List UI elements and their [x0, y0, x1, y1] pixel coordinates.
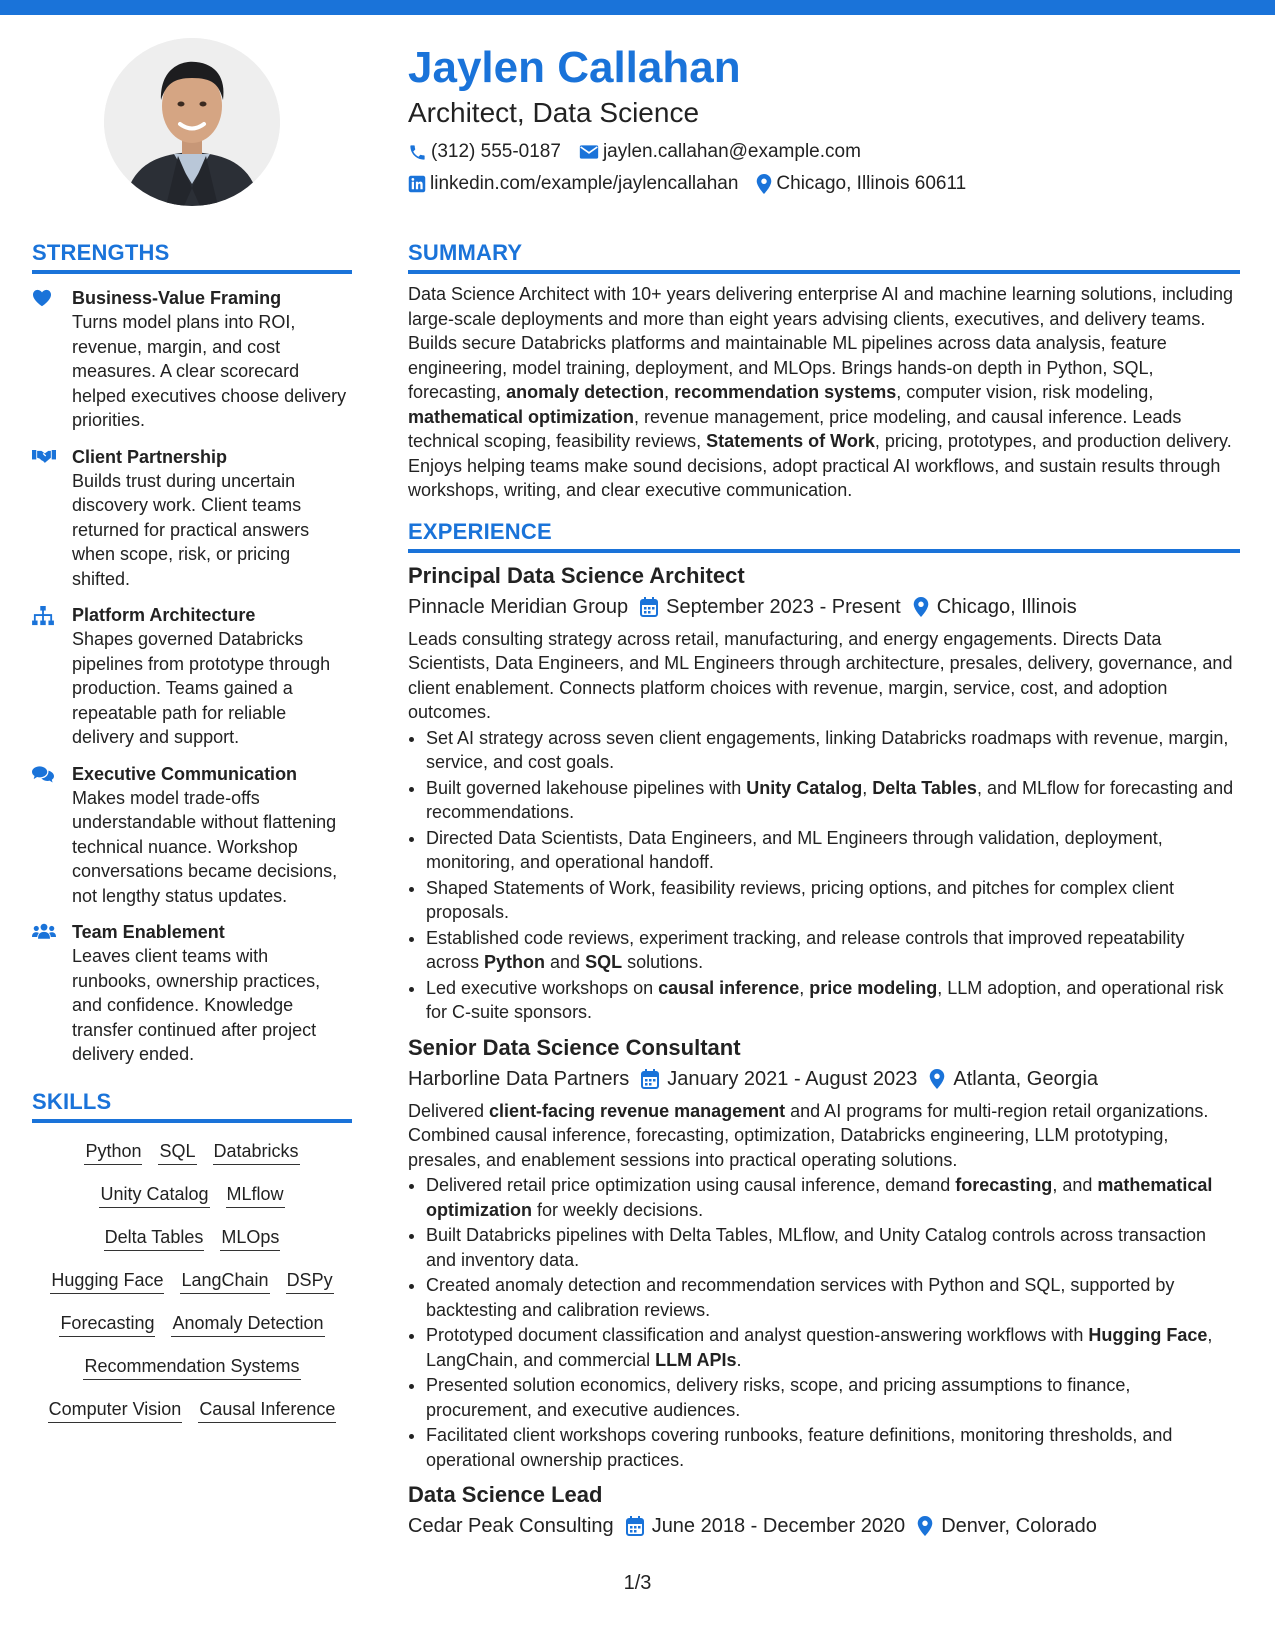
skill-tag: Unity Catalog [99, 1182, 209, 1208]
bold-text: Statements of Work [706, 431, 875, 451]
bullet-item [426, 876, 1240, 925]
skills-heading: SKILLS [32, 1089, 352, 1123]
text-segment: Facilitated client workshops covering runbooks, feature definitions, monitoring thresholds, and operational ownership practices. [426, 1425, 1173, 1470]
strength-description: Makes model trade-offs understandable without flattening technical nuance. Workshop conversations became decisions, not lengthy status updates. [72, 787, 338, 906]
job-description [408, 627, 1240, 725]
location-contact [756, 168, 966, 200]
skill-tag: MLflow [226, 1182, 285, 1208]
strength-description: Builds trust during uncertain discovery work. Client teams returned for practical answers when scope, risk, or pricing shifted. [72, 470, 310, 589]
strength-item [32, 603, 352, 750]
skill-tag: Computer Vision [48, 1397, 183, 1423]
skill-tag: Hugging Face [50, 1268, 164, 1294]
envelope-icon [579, 144, 599, 160]
experience-list [408, 561, 1240, 1543]
strengths-list [32, 286, 352, 1067]
skill-tag: Databricks [213, 1139, 300, 1165]
page-number: 1/3 [623, 1572, 652, 1594]
skill-row [32, 1225, 352, 1251]
skill-row [32, 1397, 352, 1423]
skill-row [32, 1139, 352, 1165]
left-column [32, 240, 352, 1440]
bold-text: anomaly detection [506, 382, 665, 402]
job-company: Cedar Peak Consulting [408, 1515, 614, 1537]
bullet-item [426, 1173, 1240, 1222]
email-contact[interactable] [579, 136, 861, 168]
text-segment: , revenue management, price modeling, and causal inference. Leads technical scoping, feasibility reviews, [408, 406, 1182, 451]
text-segment: , [799, 977, 810, 998]
phone-icon [408, 143, 427, 162]
text-segment: for weekly decisions. [532, 1199, 704, 1220]
experience-heading: EXPERIENCE [408, 519, 1240, 553]
users-icon [32, 923, 56, 939]
skills-list [32, 1139, 352, 1423]
job-entry [408, 1480, 1240, 1542]
bold-text: forecasting [955, 1175, 1053, 1195]
calendar-icon [626, 1516, 644, 1536]
text-segment: Delivered retail price optimization using causal inference, demand [426, 1175, 956, 1195]
text-segment: and AI programs for multi-region retail organizations. Combined causal inference, forecasting, optimization, Databricks engineering, LLM prototyping, presales, and enablement sessions into practical operating solutions. [408, 1100, 1209, 1170]
text-segment: Shaped Statements of Work, feasibility reviews, pricing options, and pitches for complex client proposals. [426, 877, 1175, 922]
text-segment: Created anomaly detection and recommendation services with Python and SQL, supported by backtesting and calibration reviews. [426, 1275, 1175, 1320]
bullet-item [426, 776, 1240, 825]
candidate-title: Architect, Data Science [408, 97, 700, 128]
job-location: Atlanta, Georgia [953, 1067, 1098, 1090]
job-meta [408, 591, 1240, 623]
job-description [408, 1099, 1240, 1173]
job-dates: January 2021 - August 2023 [667, 1067, 918, 1090]
bold-text: client-facing revenue management [489, 1100, 786, 1121]
bullet-item [426, 976, 1240, 1025]
bullet-item [426, 926, 1240, 975]
contact-row-2 [408, 168, 1238, 200]
skill-row [32, 1268, 352, 1294]
text-segment: Led executive workshops on [426, 977, 659, 998]
text-segment: . [736, 1349, 742, 1370]
resume-header [408, 40, 1238, 200]
bold-text: Python [484, 952, 546, 972]
map-pin-icon [917, 1516, 933, 1536]
text-segment: Presented solution economics, delivery risks, scope, and pricing assumptions to finance, procurement, and executive audiences. [426, 1375, 1131, 1420]
job-location: Denver, Colorado [941, 1515, 1097, 1537]
job-location: Chicago, Illinois [936, 595, 1077, 618]
heart-icon [32, 289, 52, 307]
bold-text: mathematical optimization [426, 1175, 1213, 1220]
strength-description: Shapes governed Databricks pipelines from prototype through production. Teams gained a repeatable path for reliable delivery and support. [72, 629, 331, 747]
job-role: Principal Data Science Architect [408, 562, 745, 588]
bullet-item [426, 1273, 1240, 1322]
text-segment: Delivered [408, 1100, 490, 1121]
skill-tag: Causal Inference [198, 1397, 336, 1423]
text-segment: , and [1052, 1175, 1098, 1195]
linkedin-text: linkedin.com/example/jaylencallahan [430, 173, 739, 194]
strength-item [32, 762, 352, 909]
phone-text: (312) 555-0187 [431, 141, 561, 162]
bullet-item [426, 1223, 1240, 1272]
job-bullets [408, 1173, 1240, 1472]
job-dates: June 2018 - December 2020 [651, 1515, 906, 1537]
phone-contact[interactable] [408, 136, 561, 168]
strength-title: Executive Communication [72, 763, 298, 784]
text-segment: Prototyped document classification and analyst question-answering workflows with [426, 1325, 1089, 1345]
profile-photo [104, 38, 280, 206]
summary-heading: SUMMARY [408, 240, 1240, 274]
bold-text: mathematical optimization [408, 406, 635, 427]
bold-text: Hugging Face [1088, 1325, 1208, 1345]
bold-text: LLM APIs [655, 1349, 737, 1370]
job-meta [408, 1510, 1240, 1542]
skill-tag: MLOps [220, 1225, 280, 1251]
skill-tag: Python [84, 1139, 142, 1165]
job-entry [408, 561, 1240, 1025]
bullet-item [426, 826, 1240, 875]
portrait-illustration [104, 38, 280, 206]
candidate-name: Jaylen Callahan [408, 43, 741, 92]
strength-title: Team Enablement [72, 922, 225, 942]
text-segment: , pricing, prototypes, and production delivery. Enjoys helping teams make sound decisions, adopt practical AI workflows, and sustain results through workshops, writing, and clear executive communication. [408, 431, 1232, 500]
skill-tag: DSPy [286, 1268, 334, 1294]
bullet-item [426, 1423, 1240, 1472]
handshake-icon [32, 448, 56, 464]
strength-title: Client Partnership [72, 446, 228, 467]
text-segment: , and MLflow for forecasting and recommendations. [426, 777, 1234, 822]
text-segment: and [545, 952, 586, 972]
strength-item [32, 445, 352, 592]
job-meta [408, 1063, 1240, 1095]
comments-icon [32, 765, 54, 783]
text-segment: Built Databricks pipelines with Delta Tables, MLflow, and Unity Catalog controls across transaction and inventory data. [426, 1225, 1207, 1270]
map-pin-icon [929, 1069, 945, 1089]
job-role: Data Science Lead [408, 1482, 603, 1507]
strength-title: Platform Architecture [72, 605, 256, 625]
text-segment: Set AI strategy across seven client engagements, linking Databricks roadmaps with revenue, margin, service, and cost goals. [426, 727, 1229, 772]
job-dates: September 2023 - Present [666, 595, 901, 618]
map-pin-icon [756, 174, 772, 194]
text-segment: , [862, 777, 873, 798]
bullet-item [426, 726, 1240, 775]
top-accent-bar [0, 0, 1275, 15]
text-segment: Directed Data Scientists, Data Engineers, and ML Engineers through validation, deployment, monitoring, and operational handoff. [426, 827, 1163, 872]
strength-description: Turns model plans into ROI, revenue, margin, and cost measures. A clear scorecard helped executives choose delivery priorities. [72, 312, 347, 430]
bullet-item [426, 1373, 1240, 1422]
job-bullets [408, 726, 1240, 1025]
strength-item [32, 920, 352, 1067]
strength-description: Leaves client teams with runbooks, ownership practices, and confidence. Knowledge transfer continued after project delivery ended. [72, 946, 321, 1064]
sitemap-icon [32, 606, 54, 626]
strength-item [32, 286, 352, 433]
skill-tag: Forecasting [59, 1311, 155, 1337]
bullet-item [426, 1323, 1240, 1372]
calendar-icon [640, 597, 658, 617]
email-text: jaylen.callahan@example.com [602, 141, 861, 162]
text-segment: , LangChain, and commercial [426, 1325, 1213, 1370]
bold-text: Unity Catalog [746, 777, 863, 798]
bold-text: recommendation systems [674, 382, 897, 402]
job-company: Pinnacle Meridian Group [408, 595, 629, 618]
bold-text: price modeling [809, 977, 938, 998]
text-segment: , LLM adoption, and operational risk for C-suite sponsors. [426, 977, 1224, 1022]
text-segment: Built governed lakehouse pipelines with [426, 777, 747, 798]
skill-tag: Recommendation Systems [83, 1354, 300, 1380]
job-entry [408, 1033, 1240, 1473]
text-segment: , computer vision, risk modeling, [896, 382, 1154, 402]
skill-row [32, 1311, 352, 1337]
job-company: Harborline Data Partners [408, 1067, 630, 1090]
text-segment: Data Science Architect with 10+ years delivering enterprise AI and machine learning solutions, including large-scale deployments and more than eight years advising clients, executives, and delivery teams. Builds secure Databricks platforms and maintainable ML pipelines across data analysis, feature engineering, model training, deployment, and MLOps. Brings hands-on depth in Python, SQL, forecasting, [408, 284, 1233, 402]
skill-row [32, 1182, 352, 1208]
bold-text: Delta Tables [872, 777, 977, 798]
strength-title: Business-Value Framing [72, 288, 282, 308]
right-column [408, 240, 1240, 1542]
skill-tag: Anomaly Detection [171, 1311, 324, 1337]
location-text: Chicago, Illinois 60611 [776, 173, 967, 194]
skill-tag: Delta Tables [104, 1225, 205, 1251]
calendar-icon [641, 1069, 659, 1089]
bold-text: causal inference [658, 977, 800, 998]
skill-tag: LangChain [180, 1268, 269, 1294]
skill-tag: SQL [158, 1139, 196, 1165]
bold-text: SQL [585, 952, 623, 972]
skill-row [32, 1354, 352, 1380]
job-role: Senior Data Science Consultant [408, 1034, 741, 1060]
strengths-heading: STRENGTHS [32, 240, 352, 274]
linkedin-contact[interactable] [408, 168, 738, 200]
text-segment: Leads consulting strategy across retail, manufacturing, and energy engagements. Directs Data Scientists, Data Engineers, and ML Engineers through architecture, presales, delivery, governance, and client enablement. Connects platform choices with revenue, margin, service, cost, and adoption outcomes. [408, 628, 1233, 722]
summary-text [408, 282, 1240, 503]
text-segment: Established code reviews, experiment tracking, and release controls that improved repeatability across [426, 927, 1185, 972]
map-pin-icon [913, 597, 929, 617]
linkedin-icon [408, 175, 426, 193]
text-segment: , [664, 382, 675, 402]
contact-row-1 [408, 136, 1238, 168]
text-segment: solutions. [622, 952, 704, 972]
